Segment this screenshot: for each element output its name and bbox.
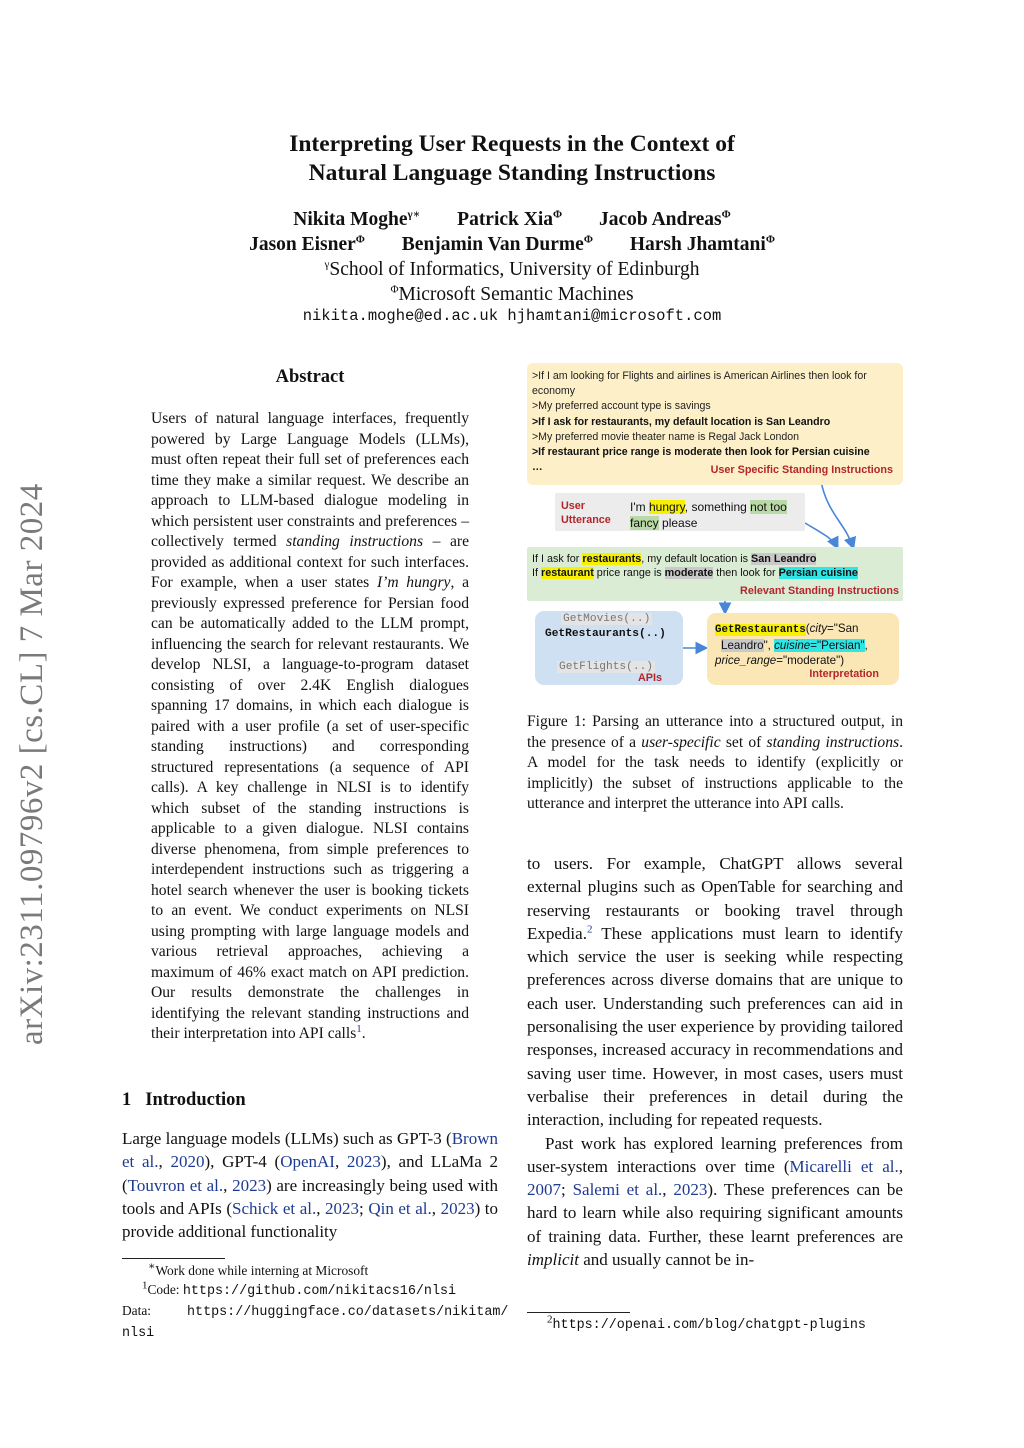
interpretation-label: Interpretation [809,668,879,680]
arrow-utterance-to-relevant [805,523,837,547]
apis-box [535,611,683,685]
citation-link[interactable]: Micarelli et al. [789,1156,899,1176]
title-line-2: Natural Language Standing Instructions [308,160,716,186]
footnote-2: $^2$https://openai.com/blog/chatgpt-plugins [547,1313,866,1333]
citation-link[interactable]: Brown et al. [122,1129,498,1172]
data-url-link[interactable]: https://huggingface.co/datasets/nikitam/ [187,1305,509,1320]
paper-title [150,130,874,188]
utterance-text: I'm hungry, something not too fancy please [630,500,787,530]
section-heading-introduction: 1 Introduction [122,1090,246,1110]
instruction-line: >If I ask for restaurants, my default location is San Leandro [532,415,831,428]
citation-year-link[interactable]: 2023 [232,1175,267,1195]
author: Nikita Moghe$^{\gamma∗}$ [293,208,421,230]
author-emails: nikita.moghe@ed.ac.uk hjhamtani@microsoft.com [302,307,722,325]
author-row-1 [150,207,874,232]
utterance-label: User Utterance [561,500,611,526]
affiliation: $^\Phi$Microsoft Semantic Machines [390,283,634,305]
citation-link[interactable]: Salemi et al. [572,1180,663,1200]
api-item: GetMovies(..) [563,613,651,625]
instruction-line: >If I am looking for Flights and airlines is American Airlines then look for [532,370,867,382]
relevant-instructions-box [527,547,903,601]
footnote-rule [122,1258,225,1259]
footnote-right [527,1312,903,1333]
standing-instructions-box [527,363,903,485]
paragraph: Past work has explored learning preferences from user-system interactions over time (Micarelli et al., 2007; Salemi et al., 2023). These preferences can be hard to learn while also requiring significant amounts of training data. Further, these learnt preferences are implicit and usually cannot be in- [527,1133,903,1270]
author-row-2 [150,232,874,257]
chatgpt-plugins-url-link[interactable]: https://openai.com/blog/chatgpt-plugins [552,1318,866,1333]
footnote-1-data-cont [122,1322,500,1343]
interpretation-text: GetRestaurants(city="San Leandro", cuisine="Persian", price_range="moderate") [715,622,868,667]
abstract-body: Users of natural language interfaces, frequently powered by Large Language Models (LLMs), must often repeat their full set of preferences each time they make a similar request. We describe an approach to LLM-based dialogue modeling in which persistent user constraints and preferences – collectively termed standing instructions – are provided as additional context for such interfaces. For example, when a user states I’m hungry, a previously expressed preference for Persian food can be automatically added to the LLM prompt, influencing the search for relevant restaurants. We develop NLSI, a language-to-program dataset consisting of over 2.4K English dialogues spanning 17 domains, in which each dialogue is paired with a user profile (a set of user-specific standing instructions) and corresponding structured representations (a sequence of API calls). A key challenge in NLSI is to identify which subset of the standing instructions is applicable to a given dialogue. NLSI contains diverse phenomena, from simple preferences to interdependent instructions such as triggering a hotel search whenever the user is booking tickets to an event. We conduct experiments on NLSI using prompting with large language models and various retrieval approaches, achieving a maximum of 46% exact match on API prediction. Our results demonstrate the challenges in identifying the relevant standing instructions and their interpretation into API calls$^1$. [151,410,469,1042]
paragraph: to users. For example, ChatGPT allows several external plugins such as OpenTable for searching and reserving restaurants or booking travel through Expedia.$^2$ These applications must learn to identify which service the user is seeking while respecting preferences across diverse domains that are unique to each user. Understanding such preferences can aid in personalising the user experience by providing tailored responses, increased accuracy in recommendations and saving user time. However, in most cases, users must verbalise their preferences in detail during the interaction, including for repeated requests. [527,854,903,1130]
author: Benjamin Van Durme$^\Phi$ [401,233,593,255]
citation-year-link[interactable]: 2023 [673,1180,708,1200]
footnotes-left [122,1258,509,1343]
citation-year-link[interactable]: 2023 [325,1198,360,1218]
footnote-1: $^1$Code: https://github.com/nikitacs16/nlsi [142,1279,457,1299]
relevant-instructions-text: If I ask for restaurants, my default location is San Leandro If restaurant price range is moderate then look for Persian cuisine [532,553,858,579]
api-item: GetFlights(..) [559,661,653,673]
user-utterance-box [555,493,805,531]
abstract-heading: Abstract [275,367,345,387]
citation-link[interactable]: Qin et al. [368,1198,432,1218]
apis-label: APIs [638,672,663,684]
citation-year-link[interactable]: 2023 [440,1198,475,1218]
citation-year-link[interactable]: 2020 [170,1152,205,1172]
instruction-line: >My preferred account type is savings [532,400,711,413]
instruction-line: >My preferred movie theater name is Regal Jack London [532,430,800,443]
affiliation: $^\gamma$School of Informatics, University of Edinburgh [324,258,700,280]
code-url-link[interactable]: https://github.com/nikitacs16/nlsi [182,1284,457,1299]
citation-year-link[interactable]: 2007 [527,1180,561,1200]
citation-link[interactable]: OpenAI [280,1152,335,1172]
author-block [150,207,874,307]
footnote-ref-2[interactable]: 2 [586,923,593,936]
standing-instructions-label: User Specific Standing Instructions [710,464,893,476]
instruction-line: >If restaurant price range is moderate then look for Persian cuisine [532,446,870,459]
author: Jason Eisner$^\Phi$ [249,233,365,255]
arrow-si-to-relevant [821,481,853,547]
arxiv-identifier: arXiv:2311.09796v2 [cs.CL] 7 Mar 2024 [14,483,50,1045]
footnote-star: ∗Work done while interning at Microsoft [148,1260,369,1278]
data-url-link-cont[interactable]: nlsi [122,1326,155,1341]
citation-link[interactable]: Schick et al. [232,1198,317,1218]
right-column-body [527,852,903,1271]
footnote-ref-1[interactable]: 1 [356,1022,362,1035]
instruction-line: … [532,461,543,474]
title-line-1: Interpreting User Requests in the Context of [289,131,735,157]
author: Jacob Andreas$^\Phi$ [599,208,731,230]
citation-link[interactable]: Touvron et al. [127,1175,224,1195]
citation-year-link[interactable]: 2023 [346,1152,381,1172]
instruction-line: economy [532,385,575,398]
footnote-1-data: Data: https://huggingface.co/datasets/nikitam/ [122,1303,509,1320]
figure-1 [527,363,905,693]
figure-1-caption: Figure 1: Parsing an utterance into a structured output, in the presence of a user-specific set of standing instructions. A model for the task needs to identify (explicitly or implicitly) the subset of instructions applicable to the utterance and interpret the utterance into API calls. [527,713,903,812]
interpretation-box [707,613,899,685]
author: Patrick Xia$^\Phi$ [457,208,563,230]
author: Harsh Jhamtani$^\Phi$ [629,233,775,255]
relevant-instructions-label: Relevant Standing Instructions [740,585,899,597]
introduction-paragraph: Large language models (LLMs) such as GPT-3 (Brown et al., 2020), GPT-4 (OpenAI, 2023), and LLaMa 2 (Touvron et al., 2023) are increasingly being used with tools and APIs (Schick et al., 2023; Qin et al., 2023) to provide additional functionality [122,1129,499,1242]
api-item: GetRestaurants(..) [545,628,666,640]
footnote-rule [527,1312,630,1313]
